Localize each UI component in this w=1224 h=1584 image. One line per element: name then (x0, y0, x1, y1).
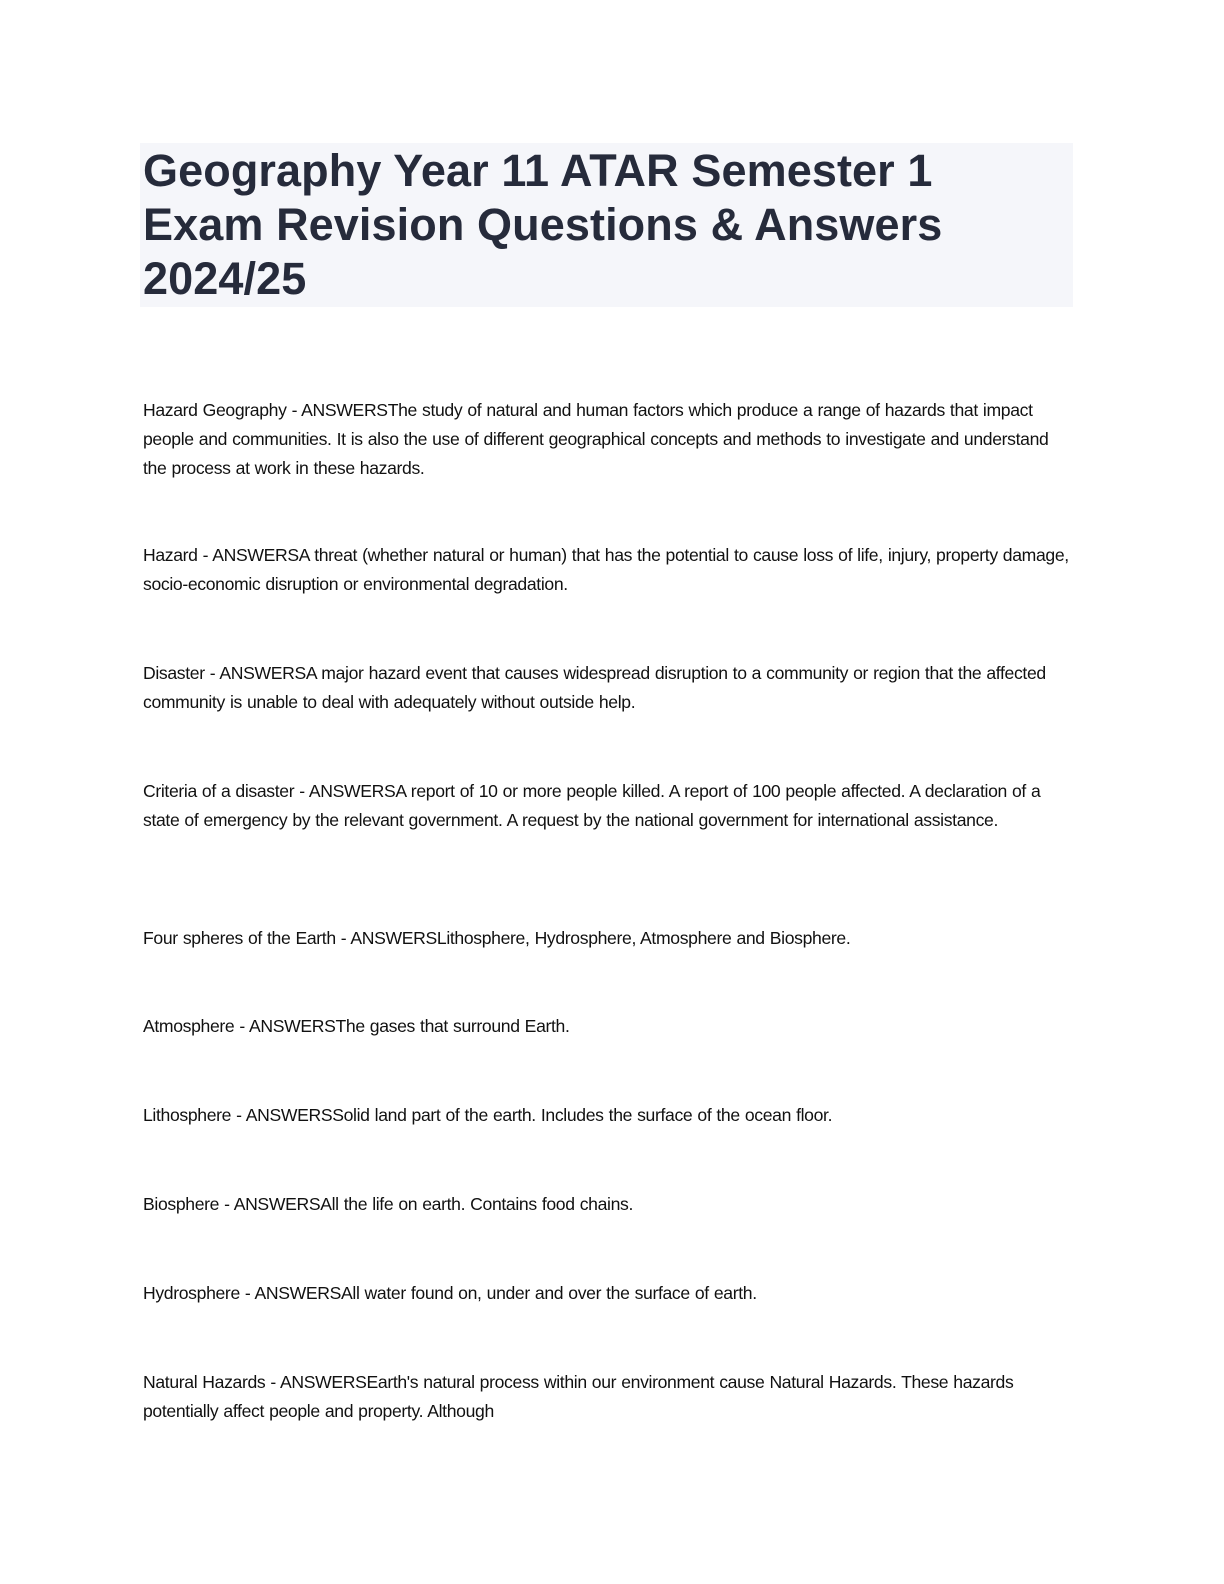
entry-term: Lithosphere (143, 1105, 232, 1125)
title-line-2: Exam Revision Questions & Answers (143, 199, 943, 250)
entry-answer: The study of natural and human factors which produce a range of hazards that impact people and communities. It is also the use of different geographical concepts and methods to investigate and understand the process at work in these hazards. (143, 400, 1049, 478)
entry-term: Criteria of a disaster (143, 781, 295, 801)
qa-entry-criteria-of-a-disaster (143, 777, 1073, 835)
entry-term: Hazard (143, 545, 198, 565)
title-line-3: 2024/25 (143, 253, 307, 304)
entry-term: Hazard Geography (143, 400, 287, 420)
entry-separator: - ANSWERS (239, 1283, 342, 1303)
entry-separator: - ANSWERS (197, 545, 299, 565)
title-line-1: Geography Year 11 ATAR Semester 1 (143, 145, 933, 196)
qa-entry-hydrosphere (143, 1279, 1073, 1308)
entry-term: Atmosphere (143, 1016, 235, 1036)
entry-term: Biosphere (143, 1194, 220, 1214)
entry-term: Four spheres of the Earth (143, 928, 336, 948)
entry-answer: A report of 10 or more people killed. A report of 100 people affected. A declaration of a state of emergency by the relevant government. A request by the national government for international assistance. (143, 781, 1041, 830)
entry-separator: - ANSWERS (335, 928, 437, 948)
qa-entry-four-spheres (143, 924, 1073, 953)
entry-separator: - ANSWERS (234, 1016, 336, 1036)
qa-entry-biosphere (143, 1190, 1073, 1219)
entry-term: Natural Hazards (143, 1372, 266, 1392)
qa-entry-hazard-geography (143, 396, 1073, 483)
qa-entry-atmosphere (143, 1012, 1073, 1041)
entry-term: Disaster (143, 663, 205, 683)
entry-answer: All water found on, under and over the surface of earth. (341, 1283, 757, 1303)
entry-separator: - ANSWERS (204, 663, 306, 683)
entry-term: Hydrosphere (143, 1283, 240, 1303)
qa-entry-disaster (143, 659, 1073, 717)
qa-entry-hazard (143, 541, 1073, 599)
entry-answer: A major hazard event that causes widespread disruption to a community or region that the affected community is unable to deal with adequately without outside help. (143, 663, 1046, 712)
entry-answer: Earth's natural process within our environment cause Natural Hazards. These hazards potentially affect people and property. Although (143, 1372, 1014, 1421)
entry-separator: - ANSWERS (231, 1105, 333, 1125)
qa-entry-lithosphere (143, 1101, 1073, 1130)
entry-answer: Lithosphere, Hydrosphere, Atmosphere and Biosphere. (436, 928, 851, 948)
document-title (143, 144, 1063, 306)
entry-answer: All the life on earth. Contains food chains. (320, 1194, 634, 1214)
entry-separator: - ANSWERS (265, 1372, 367, 1392)
entry-separator: - ANSWERS (219, 1194, 321, 1214)
entry-answer: The gases that surround Earth. (335, 1016, 570, 1036)
entry-answer: A threat (whether natural or human) that has the potential to cause loss of life, injury, property damage, socio-economic disruption or environmental degradation. (143, 545, 1069, 594)
entry-separator: - ANSWERS (286, 400, 388, 420)
qa-entry-natural-hazards (143, 1368, 1073, 1426)
entry-answer: Solid land part of the earth. Includes the surface of the ocean floor. (332, 1105, 833, 1125)
entry-separator: - ANSWERS (294, 781, 396, 801)
